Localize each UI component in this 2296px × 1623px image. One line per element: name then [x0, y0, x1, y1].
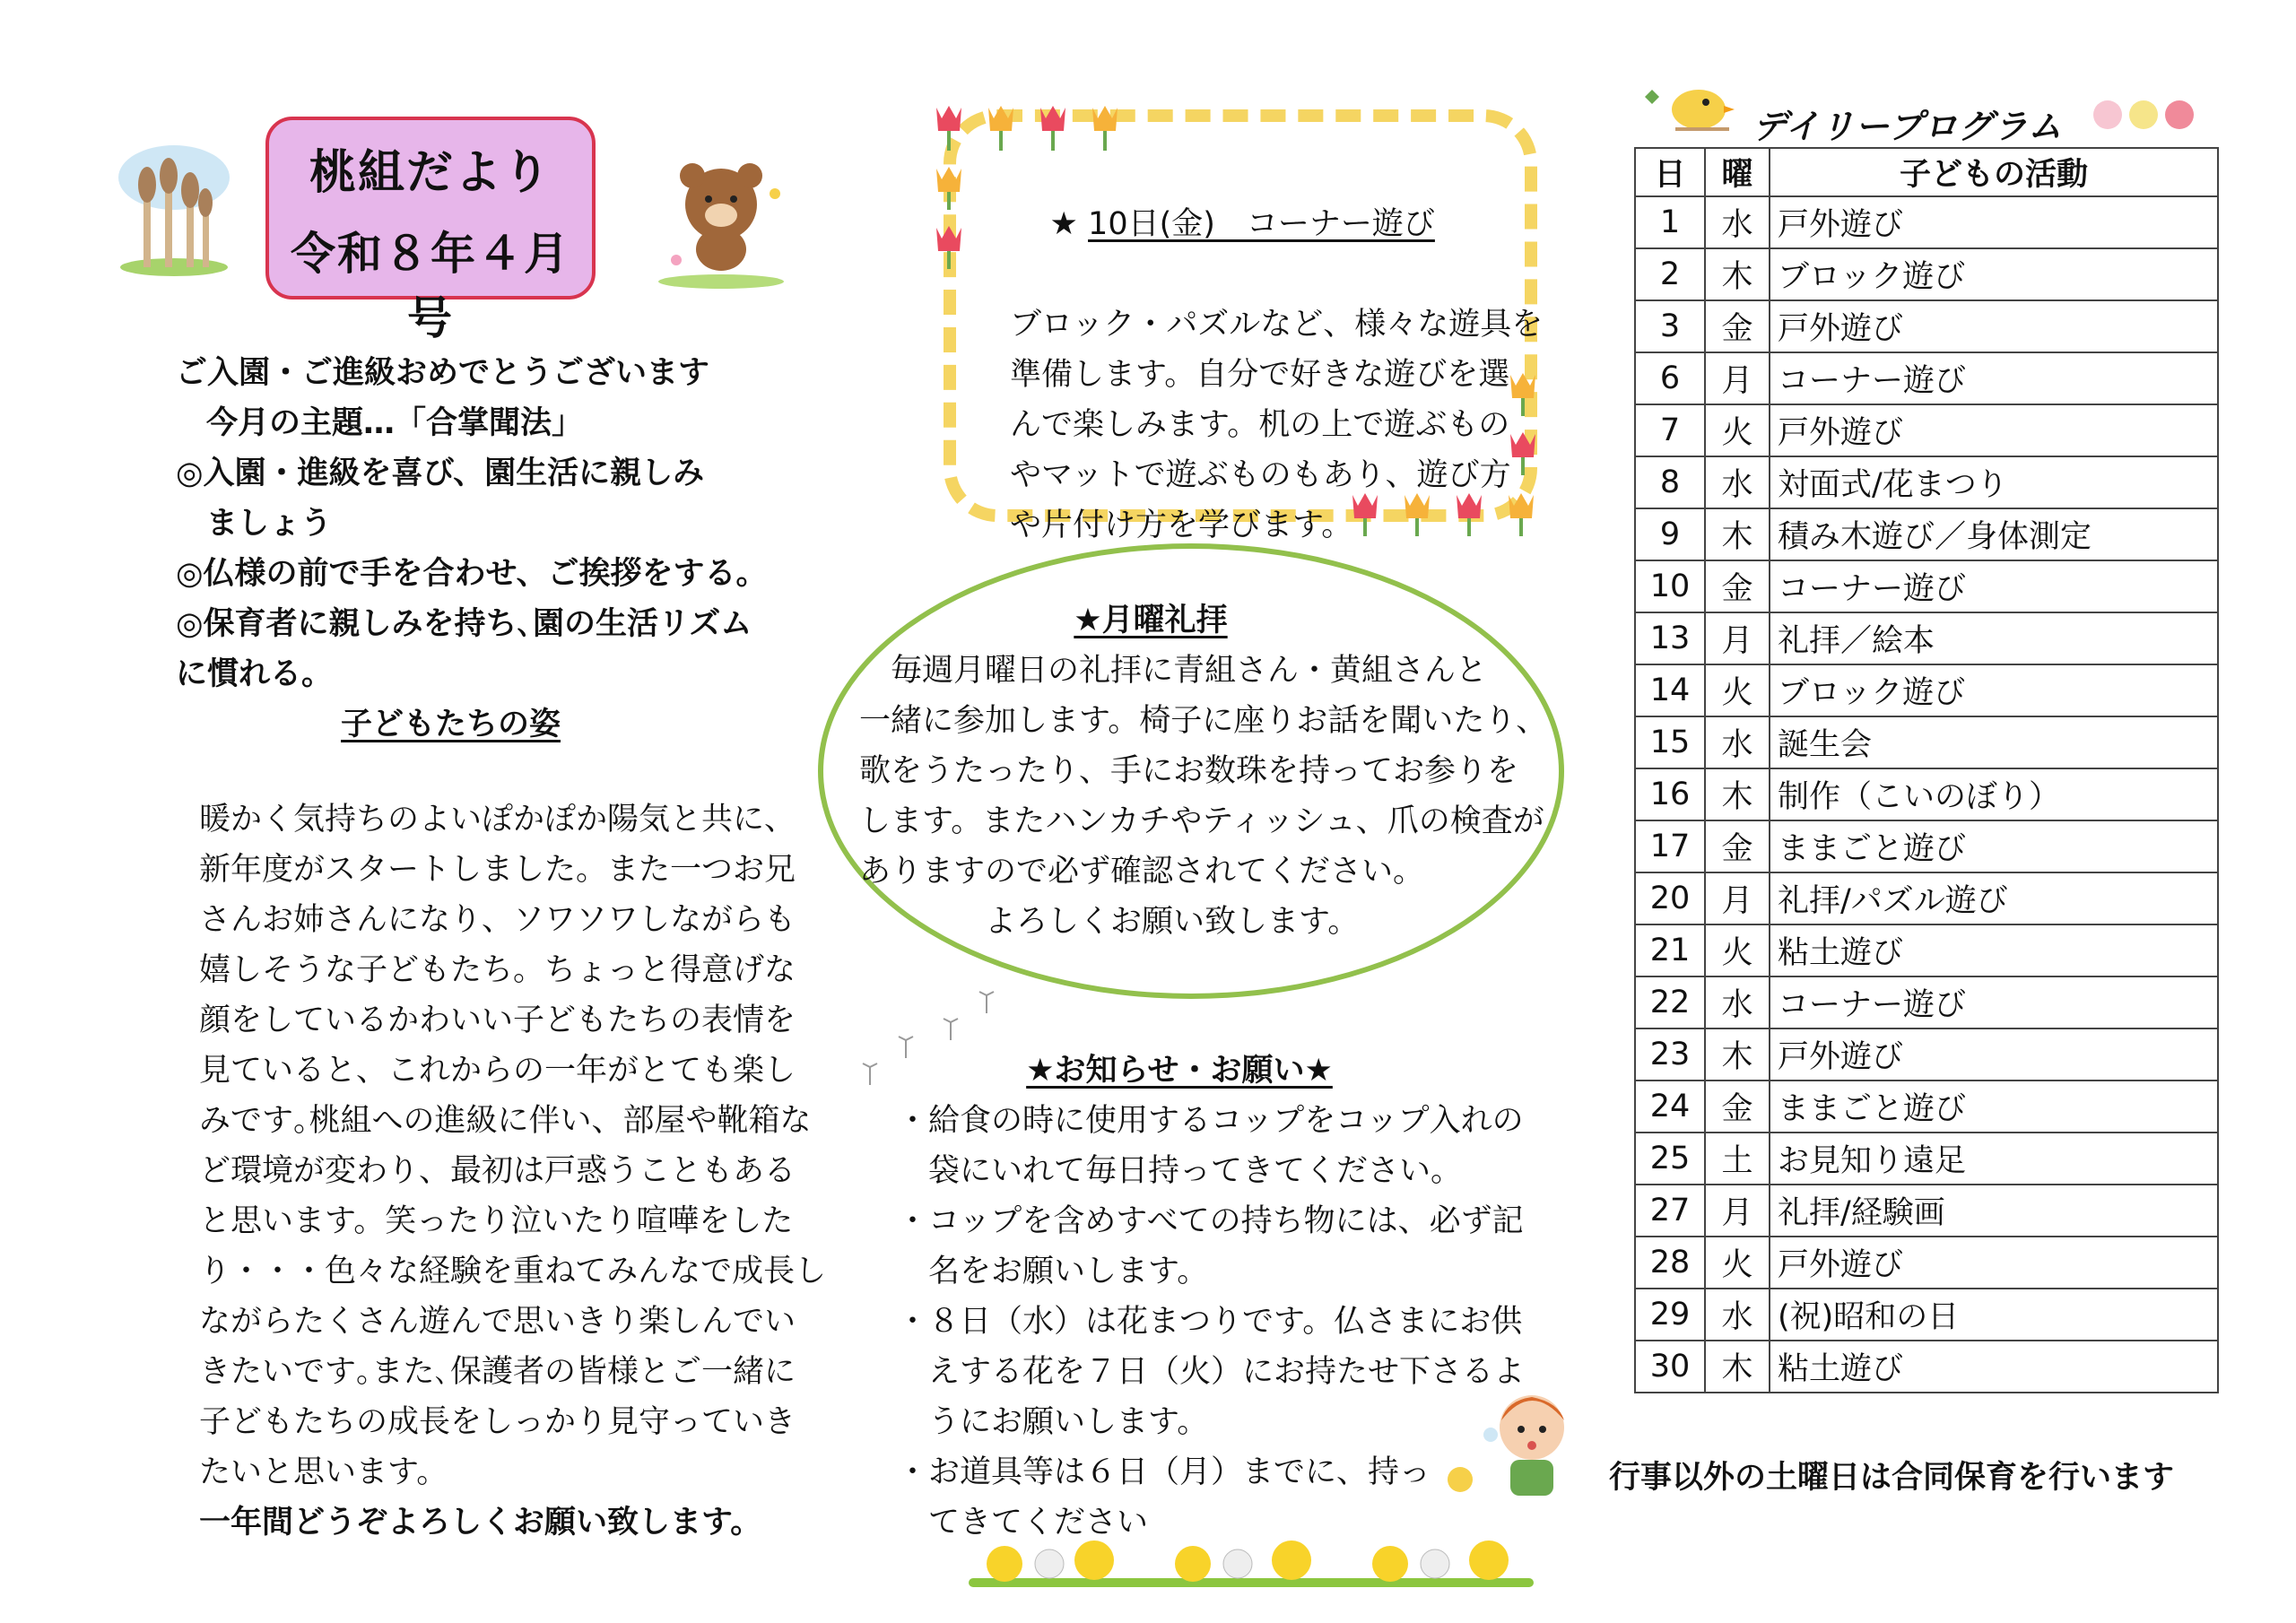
notice-line: ・お道具等は６日（月）までに、持っ — [897, 1454, 1431, 1490]
corner-line: んで楽しみます。机の上で遊ぶもの — [1010, 407, 1510, 443]
activity-cell: 粘土遊び — [1770, 1341, 2218, 1393]
activity-cell: 礼拝／絵本 — [1770, 612, 2218, 664]
day-cell: 7 — [1635, 404, 1705, 456]
weekday-cell: 水 — [1705, 196, 1770, 248]
tulip-row-icon — [929, 100, 1135, 154]
kids-line: と思います。笑ったり泣いたり喧嘩をした — [199, 1203, 794, 1239]
weekday-cell: 木 — [1705, 508, 1770, 560]
daily-program-table — [1634, 147, 2219, 1393]
weekday-cell: 木 — [1705, 1341, 1770, 1393]
day-cell: 9 — [1635, 508, 1705, 560]
weekday-cell: 木 — [1705, 1028, 1770, 1081]
activity-cell: 戸外遊び — [1770, 196, 2218, 248]
activity-cell: 戸外遊び — [1770, 404, 2218, 456]
notice-line: ・８日（水）は花まつりです。仏さまにお供 — [897, 1304, 1523, 1340]
table-row — [1635, 872, 2218, 924]
notice-line: ・コップを含めすべての持ち物には、必ず記 — [897, 1203, 1524, 1239]
activity-cell: 制作（こいのぼり） — [1770, 768, 2218, 820]
newsletter-title — [265, 117, 596, 344]
kids-line: り・・・色々な経験を重ねてみんなで成長し — [199, 1254, 827, 1289]
weekday-cell: 金 — [1705, 300, 1770, 352]
table-row — [1635, 560, 2218, 612]
program-title: デイリープログラム — [1752, 107, 2064, 146]
corner-line: やマットで遊ぶものもあり、遊び方 — [1010, 457, 1511, 493]
notice-line: えする花を７日（火）にお持たせ下さるよ — [897, 1354, 1526, 1390]
activity-cell: 礼拝/パズル遊び — [1770, 872, 2218, 924]
activity-cell: 対面式/花まつり — [1770, 456, 2218, 508]
weekday-cell: 火 — [1705, 404, 1770, 456]
table-row — [1635, 248, 2218, 300]
monday-heading: ★月曜礼拝 — [1074, 603, 1228, 638]
weekday-cell: 火 — [1705, 1237, 1770, 1289]
table-header-row — [1635, 148, 2218, 196]
activity-cell: 粘土遊び — [1770, 924, 2218, 976]
day-cell: 24 — [1635, 1081, 1705, 1133]
bird-icon — [1639, 70, 1738, 142]
activity-cell: ブロック遊び — [1770, 248, 2218, 300]
weekday-cell: 土 — [1705, 1133, 1770, 1185]
weekday-cell: 水 — [1705, 716, 1770, 768]
activity-cell: 積み木遊び／身体測定 — [1770, 508, 2218, 560]
kids-line: 新年度がスタートしました。また一つお兄 — [199, 852, 796, 888]
monday-line: ありますので必ず確認されてください。 — [859, 854, 1425, 890]
activity-cell: ままごと遊び — [1770, 1081, 2218, 1133]
table-row — [1635, 196, 2218, 248]
day-cell: 29 — [1635, 1289, 1705, 1341]
table-row — [1635, 664, 2218, 716]
table-row — [1635, 404, 2218, 456]
table-row — [1635, 1341, 2218, 1393]
monday-line: 歌をうたったり、手にお数珠を持ってお参りを — [859, 753, 1519, 789]
kids-line: 顔をしているかわいい子どもたちの表情を — [199, 1002, 796, 1038]
table-row — [1635, 1289, 2218, 1341]
table-row — [1635, 612, 2218, 664]
weekday-cell: 金 — [1705, 820, 1770, 872]
notice-line: 袋にいれて毎日持ってきてください。 — [897, 1153, 1463, 1189]
day-cell: 1 — [1635, 196, 1705, 248]
tulip-column-icon — [929, 161, 974, 278]
bear-illustration — [649, 149, 793, 292]
weekday-cell: 火 — [1705, 924, 1770, 976]
goal-3b: に慣れる。 — [176, 656, 334, 692]
day-cell: 16 — [1635, 768, 1705, 820]
monday-line: します。またハンカチやティッシュ、爪の検査が — [859, 803, 1544, 839]
activity-cell: ブロック遊び — [1770, 664, 2218, 716]
weekday-cell: 金 — [1705, 1081, 1770, 1133]
notice-line: てきてください — [897, 1505, 1149, 1541]
child-illustration — [1433, 1381, 1577, 1506]
day-cell: 17 — [1635, 820, 1705, 872]
activity-cell: 戸外遊び — [1770, 1028, 2218, 1081]
table-row — [1635, 456, 2218, 508]
notice-line: 名をお願いします。 — [897, 1254, 1209, 1289]
kids-line: 嬉しそうな子どもたち。ちょっと得意げな — [199, 952, 796, 988]
weekday-cell: 木 — [1705, 248, 1770, 300]
dandelion-border-icon — [969, 1524, 1534, 1596]
notice-section — [897, 1046, 1525, 1548]
notice-heading: ★お知らせ・お願い★ — [1026, 1053, 1333, 1089]
day-cell: 22 — [1635, 976, 1705, 1028]
header-activity: 子どもの活動 — [1770, 148, 2218, 196]
activity-cell: ままごと遊び — [1770, 820, 2218, 872]
day-cell: 30 — [1635, 1341, 1705, 1393]
day-cell: 28 — [1635, 1237, 1705, 1289]
table-row — [1635, 352, 2218, 404]
kids-paragraph — [199, 794, 826, 1548]
kids-line: さんお姉さんになり、ソワソワしながらも — [199, 902, 796, 938]
corner-heading: 10日(金) コーナー遊び — [1088, 206, 1435, 242]
goal-2: ◎仏様の前で手を合わせ、ご挨拶をする。 — [176, 556, 768, 592]
table-row — [1635, 716, 2218, 768]
monday-line: 一緒に参加します。椅子に座りお話を聞いたり、 — [859, 703, 1548, 739]
weekday-cell: 月 — [1705, 1185, 1770, 1237]
day-cell: 6 — [1635, 352, 1705, 404]
day-cell: 8 — [1635, 456, 1705, 508]
activity-cell: お見知り遠足 — [1770, 1133, 2218, 1185]
day-cell: 20 — [1635, 872, 1705, 924]
table-row — [1635, 1133, 2218, 1185]
table-row — [1635, 1081, 2218, 1133]
day-cell: 27 — [1635, 1185, 1705, 1237]
kids-line: ながらたくさん遊んで思いきり楽しんでい — [199, 1304, 796, 1340]
program-rows — [1635, 196, 2218, 1393]
header-weekday: 曜 — [1705, 148, 1770, 196]
weekday-cell: 水 — [1705, 1289, 1770, 1341]
activity-cell: コーナー遊び — [1770, 560, 2218, 612]
weekday-cell: 水 — [1705, 976, 1770, 1028]
kids-line: ど環境が変わり、最初は戸惑うこともある — [199, 1153, 796, 1189]
kids-line: 見ていると、これからの一年がとても楽し — [199, 1053, 796, 1089]
corner-line: 準備します。自分で好きな遊びを選 — [1010, 357, 1510, 393]
activity-cell: (祝)昭和の日 — [1770, 1289, 2218, 1341]
activity-cell: 戸外遊び — [1770, 1237, 2218, 1289]
weekday-cell: 水 — [1705, 456, 1770, 508]
kids-line: 子どもたちの成長をしっかり見守っていき — [199, 1404, 796, 1440]
table-row — [1635, 820, 2218, 872]
notice-line: うにお願いします。 — [897, 1404, 1209, 1440]
table-row — [1635, 1028, 2218, 1081]
day-cell: 2 — [1635, 248, 1705, 300]
kids-line: 暖かく気持ちのよいぽかぽか陽気と共に、 — [199, 802, 796, 838]
table-row — [1635, 1185, 2218, 1237]
monday-line: よろしくお願い致します。 — [859, 904, 1360, 940]
day-cell: 23 — [1635, 1028, 1705, 1081]
kids-line: たいと思います。 — [199, 1454, 448, 1490]
kids-line: きたいです｡また､保護者の皆様とご一緒に — [199, 1354, 796, 1390]
activity-cell: 礼拝/経験画 — [1770, 1185, 2218, 1237]
corner-play-section — [1010, 149, 1543, 551]
day-cell: 25 — [1635, 1133, 1705, 1185]
monday-service-section — [859, 595, 1548, 947]
weekday-cell: 月 — [1705, 352, 1770, 404]
goal-1b: ましょう — [206, 506, 333, 542]
weekday-cell: 月 — [1705, 872, 1770, 924]
goal-1a: ◎入園・進級を喜び、園生活に親しみ — [176, 456, 705, 491]
activity-cell: コーナー遊び — [1770, 976, 2218, 1028]
day-cell: 15 — [1635, 716, 1705, 768]
goal-3a: ◎保育者に親しみを持ち､園の生活リズム — [176, 606, 752, 642]
day-cell: 13 — [1635, 612, 1705, 664]
title-line2: 令和８年４月号 — [291, 228, 570, 344]
kids-line: みです｡桃組への進級に伴い、部屋や靴箱な — [199, 1103, 812, 1139]
activity-cell: コーナー遊び — [1770, 352, 2218, 404]
horsetail-illustration — [113, 142, 235, 276]
weekday-cell: 木 — [1705, 768, 1770, 820]
table-row — [1635, 300, 2218, 352]
tulips-small-icon — [2090, 93, 2201, 138]
day-cell: 21 — [1635, 924, 1705, 976]
table-row — [1635, 976, 2218, 1028]
day-cell: 14 — [1635, 664, 1705, 716]
day-cell: 10 — [1635, 560, 1705, 612]
notice-line: ・給食の時に使用するコップをコップ入れの — [897, 1103, 1524, 1139]
table-row — [1635, 1237, 2218, 1289]
table-row — [1635, 924, 2218, 976]
table-row — [1635, 768, 2218, 820]
closing-line: 一年間どうぞよろしくお願い致します。 — [199, 1505, 762, 1541]
title-line1: 桃組だより — [309, 146, 552, 200]
weekday-cell: 金 — [1705, 560, 1770, 612]
weekday-cell: 月 — [1705, 612, 1770, 664]
table-row — [1635, 508, 2218, 560]
greeting: ご入園・ご進級おめでとうございます — [176, 355, 710, 391]
weekday-cell: 火 — [1705, 664, 1770, 716]
star-icon: ★ — [1049, 206, 1078, 242]
corner-line: ブロック・パズルなど、様々な遊具を — [1010, 307, 1544, 343]
monday-line: 毎週月曜日の礼拝に青組さん・黄組さんと — [859, 653, 1488, 689]
activity-cell: 誕生会 — [1770, 716, 2218, 768]
day-cell: 3 — [1635, 300, 1705, 352]
program-footnote: 行事以外の土曜日は合同保育を行います — [1609, 1460, 2175, 1496]
header-day: 日 — [1635, 148, 1705, 196]
kids-heading: 子どもたちの姿 — [341, 707, 561, 742]
activity-cell: 戸外遊び — [1770, 300, 2218, 352]
corner-line: や片付け方を学びます。 — [1010, 508, 1353, 543]
monthly-theme: 今月の主題…「合掌聞法」 — [206, 405, 584, 441]
